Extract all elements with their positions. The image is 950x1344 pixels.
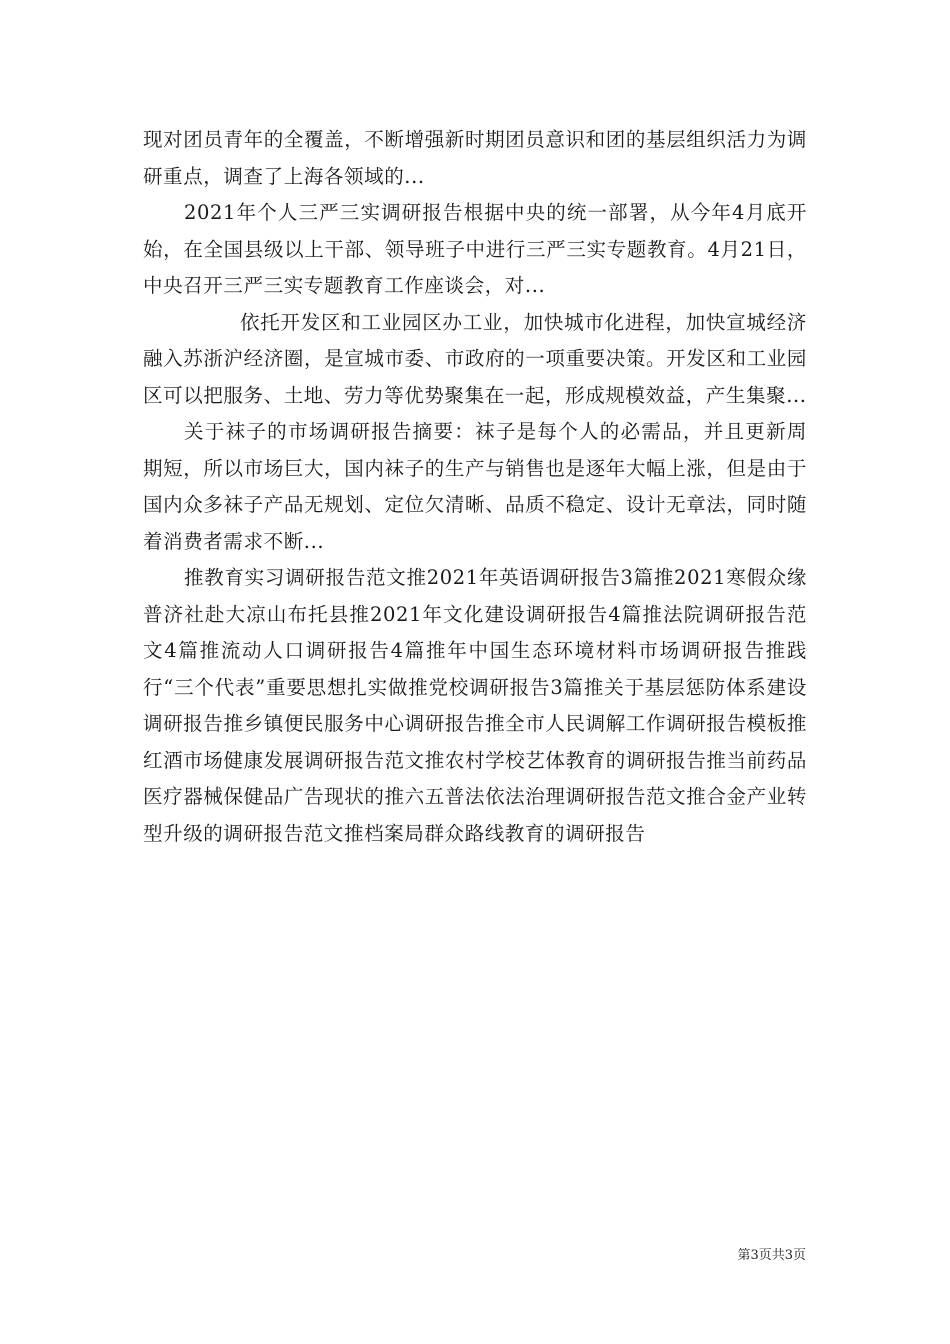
paragraph-recommended-reports: 推教育实习调研报告范文推2021年英语调研报告3篇推2021寒假众缘普济社赴大凉山布托县推2021年文化建设调研报告4篇推法院调研报告范文4篇推流动人口调研报告4篇推年中国生态环境材料市场调研报告推践行“三个代表”重要思想扎实做推党校调研报告3篇推关于基层惩防体系建设调研报告推乡镇便民服务中心调研报告推全市人民调解工作调研报告模板推红酒市场健康发展调研报告范文推农村学校艺体教育的调研报告推当前药品医疗器械保健品广告现状的推六五普法依法治理调研报告范文推合金产业转型升级的调研报告范文推档案局群众路线教育的调研报告 xyxy=(143,566,807,845)
paragraph-continuation: 现对团员青年的全覆盖，不断增强新时期团员意识和团的基层组织活力为调研重点，调查了上海各领域的... xyxy=(143,128,807,188)
paragraph-development-zone: 依托开发区和工业园区办工业，加快城市化进程，加快宣城经济融入苏浙沪经济圈，是宣城市委、市政府的一项重要决策。开发区和工业园区可以把服务、土地、劳力等优势聚集在一起，形成规模效益，产生集聚... xyxy=(143,310,807,407)
paragraph-sanyan-sanshi: 2021年个人三严三实调研报告根据中央的统一部署，从今年4月底开始，在全国县级以上干部、领导班子中进行三严三实专题教育。4月21日，中央召开三严三实专题教育工作座谈会，对... xyxy=(143,201,807,297)
document-body xyxy=(143,122,807,852)
page-number: 第3页共3页 xyxy=(737,1248,806,1263)
paragraph-socks-market: 关于袜子的市场调研报告摘要：袜子是每个人的必需品，并且更新周期短，所以市场巨大，国内袜子的生产与销售也是逐年大幅上涨，但是由于国内众多袜子产品无规划、定位欠清晰、品质不稳定、设计无章法，同时随着消费者需求不断... xyxy=(143,420,807,553)
